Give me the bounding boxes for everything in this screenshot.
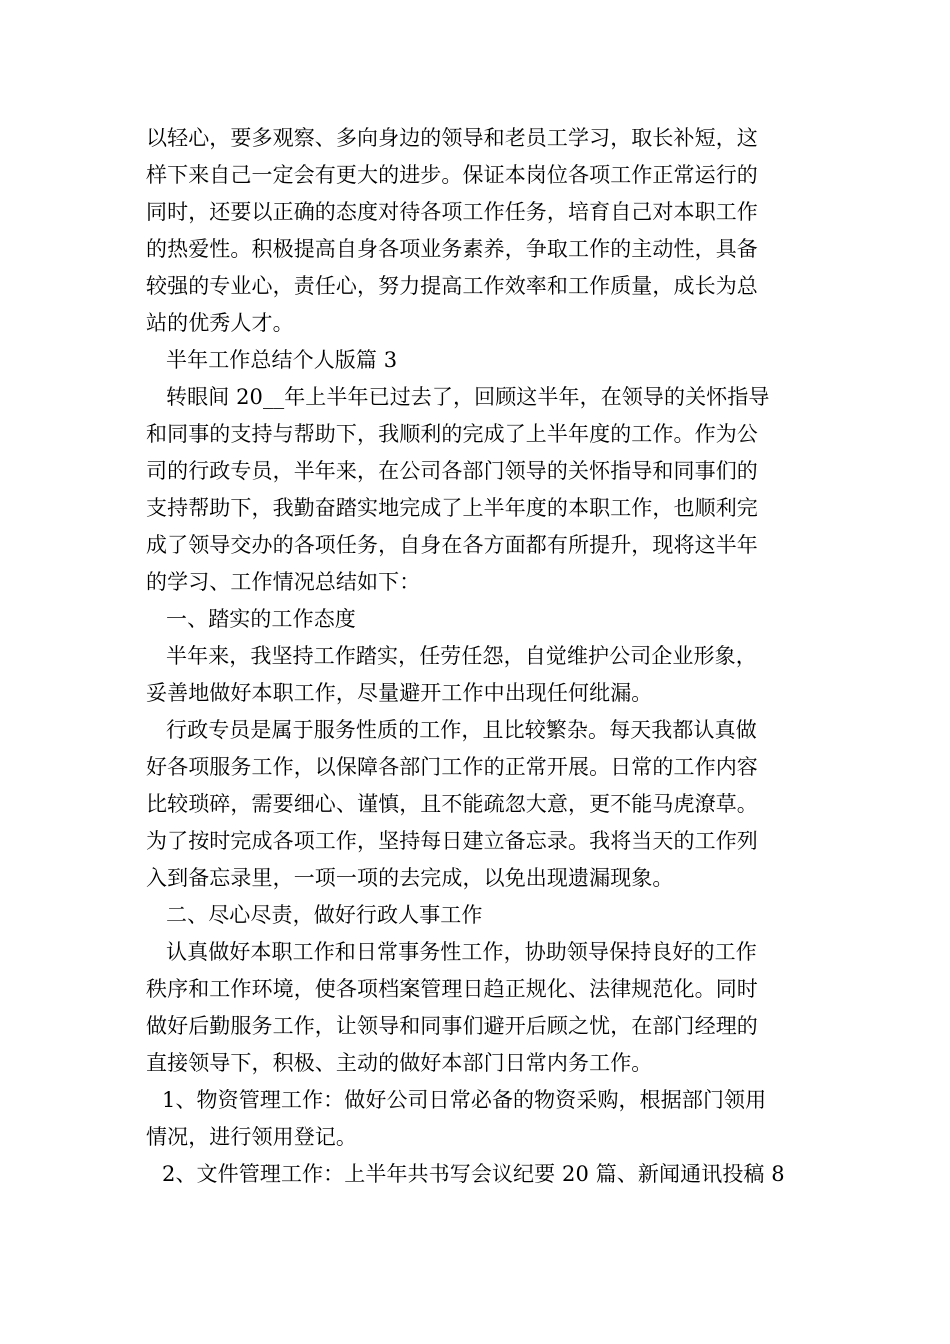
paragraph-line: 妥善地做好本职工作，尽量避开工作中出现任何纰漏。 <box>146 681 653 705</box>
paragraph-line: 站的优秀人才。 <box>146 311 294 335</box>
list-item: 1、物资管理工作：做好公司日常必备的物资采购，根据部门领用 <box>162 1088 767 1112</box>
subsection-heading: 一、踏实的工作态度 <box>166 607 356 631</box>
paragraph-line: 较强的专业心，责任心，努力提高工作效率和工作质量，成长为总 <box>146 274 758 298</box>
list-item: 2、文件管理工作：上半年共书写会议纪要 20 篇、新闻通讯投稿 8 <box>162 1162 785 1186</box>
paragraph-line: 好各项服务工作，以保障各部门工作的正常开展。日常的工作内容 <box>146 755 758 779</box>
section-heading: 半年工作总结个人版篇 3 <box>166 348 398 372</box>
paragraph-line: 样下来自己一定会有更大的进步。保证本岗位各项工作正常运行的 <box>146 163 758 187</box>
paragraph-line: 的热爱性。积极提高自身各项业务素养，争取工作的主动性，具备 <box>146 237 758 261</box>
paragraph-line: 情况，进行领用登记。 <box>146 1125 357 1149</box>
paragraph-line: 行政专员是属于服务性质的工作，且比较繁杂。每天我都认真做 <box>166 718 757 742</box>
paragraph-line: 入到备忘录里，一项一项的去完成，以免出现遗漏现象。 <box>146 866 674 890</box>
paragraph-line: 半年来，我坚持工作踏实，任劳任怨，自觉维护公司企业形象， <box>166 644 757 668</box>
paragraph-line: 以轻心，要多观察、多向身边的领导和老员工学习，取长补短，这 <box>146 126 758 150</box>
paragraph-line: 直接领导下，积极、主动的做好本部门日常内务工作。 <box>146 1051 653 1075</box>
subsection-heading: 二、尽心尽责，做好行政人事工作 <box>166 903 483 927</box>
paragraph-line: 和同事的支持与帮助下，我顺利的完成了上半年度的工作。作为公 <box>146 422 758 446</box>
paragraph-line: 做好后勤服务工作，让领导和同事们避开后顾之忧，在部门经理的 <box>146 1014 758 1038</box>
paragraph-line: 同时，还要以正确的态度对待各项工作任务，培育自己对本职工作 <box>146 200 758 224</box>
paragraph-line: 秩序和工作环境，使各项档案管理日趋正规化、法律规范化。同时 <box>146 977 758 1001</box>
paragraph-line: 的学习、工作情况总结如下： <box>146 570 421 594</box>
paragraph-line: 支持帮助下，我勤奋踏实地完成了上半年度的本职工作，也顺利完 <box>146 496 758 520</box>
paragraph-line: 司的行政专员，半年来，在公司各部门领导的关怀指导和同事们的 <box>146 459 758 483</box>
paragraph-line: 成了领导交办的各项任务，自身在各方面都有所提升，现将这半年 <box>146 533 758 557</box>
paragraph-line: 转眼间 20__年上半年已过去了，回顾这半年，在领导的关怀指导 <box>166 385 770 409</box>
paragraph-line: 认真做好本职工作和日常事务性工作，协助领导保持良好的工作 <box>166 940 757 964</box>
paragraph-line: 比较琐碎，需要细心、谨慎，且不能疏忽大意，更不能马虎潦草。 <box>146 792 758 816</box>
paragraph-line: 为了按时完成各项工作，坚持每日建立备忘录。我将当天的工作列 <box>146 829 758 853</box>
